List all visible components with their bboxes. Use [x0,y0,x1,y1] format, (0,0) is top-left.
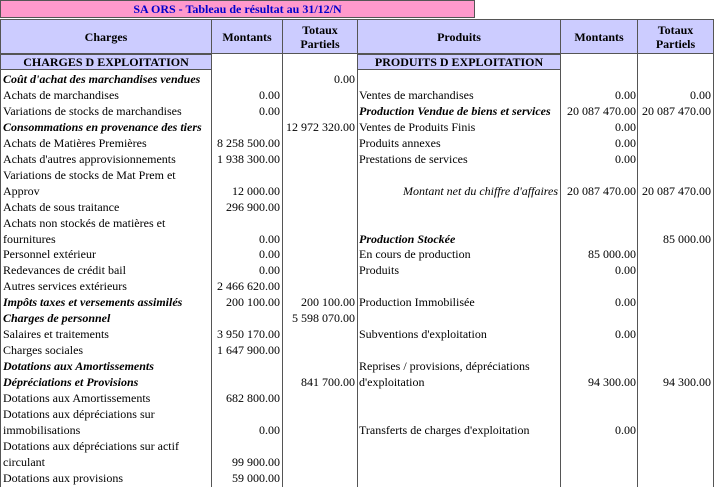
charge-label: circulant [3,454,45,469]
produit-label [359,278,558,294]
section-charges-exploitation: CHARGES D EXPLOITATION [0,54,212,70]
produit-montant: 20 087 470.00 [567,183,636,198]
table-row [0,374,714,390]
charge-montant [212,310,280,326]
charge-montant [212,358,280,374]
charge-montant: 682 800.00 [226,391,280,405]
table-row [0,151,714,167]
produit-montant: 0.00 [615,327,636,342]
produit-montant [562,231,636,247]
charge-montant: 0.00 [259,87,280,102]
charge-montant [212,374,280,390]
produit-label [359,390,558,406]
charge-montant [212,119,280,135]
charge-label: Consommations en provenance des tiers [3,119,202,134]
table-row [0,422,714,438]
charge-montant: 0.00 [259,263,280,278]
charge-label: Charges sociales [3,343,84,358]
produit-montant [562,358,636,374]
table-row [0,87,714,103]
produit-montant [562,310,636,326]
produit-total [639,199,711,215]
produit-montant [562,71,636,87]
header-totaux-produits: Totaux Partiels [637,19,714,54]
charge-total [283,103,355,119]
produit-montant [562,215,636,231]
produit-total [639,470,711,486]
produit-montant [562,167,636,183]
table-row [0,438,714,454]
produit-montant [562,470,636,486]
charge-total [283,183,355,199]
produit-total [639,310,711,326]
produit-label: Produits annexes [359,135,441,150]
charge-montant: 3 950 170.00 [217,327,280,342]
charge-total [283,151,355,167]
charge-total [283,342,355,358]
charge-label: Dotations aux Amortissements [3,359,154,374]
produit-total [639,454,711,470]
produit-montant [562,199,636,215]
produit-montant: 0.00 [615,295,636,310]
table-row [0,231,714,247]
table-row [0,199,714,215]
produit-total [639,438,711,454]
charge-total [283,390,355,406]
produit-montant: 85 000.00 [588,247,636,262]
charge-total [283,167,355,183]
charge-montant [212,438,280,454]
charge-montant: 99 900.00 [232,454,280,469]
produit-label [359,71,558,87]
produit-label: Montant net du chiffre d'affaires [403,183,558,198]
produit-label: Produits [359,263,400,278]
charge-total [283,262,355,278]
charge-total [283,135,355,151]
charge-total [283,438,355,454]
produit-montant: 0.00 [615,87,636,102]
table-row [0,454,714,470]
charge-total [283,326,355,342]
charge-montant: 0.00 [259,231,280,246]
charge-montant: 1 647 900.00 [217,343,280,358]
charge-montant [212,71,280,87]
charge-label: Approv [3,183,40,198]
charge-total [283,246,355,262]
produit-total [639,246,711,262]
charge-total: 0.00 [334,72,355,86]
produit-montant: 0.00 [615,119,636,134]
charge-label: Dotations aux provisions [3,470,123,485]
charge-total [283,278,355,294]
charge-label: Dotations aux dépréciations sur actif [3,438,179,453]
charge-montant: 0.00 [259,422,280,437]
produit-montant [562,454,636,470]
charge-label: Achats non stockés de matières et [3,215,166,230]
header-charges: Charges [0,19,212,54]
produit-total [639,135,711,151]
produit-montant: 0.00 [615,135,636,150]
charge-montant: 1 938 300.00 [217,151,280,166]
produit-label [359,406,558,422]
table-row [0,406,714,422]
charge-total: 200 100.00 [301,295,355,310]
table-title: SA ORS - Tableau de résultat au 31/12/N [0,0,475,18]
charge-label: Charges de personnel [3,311,111,326]
charge-label: Variations de stocks de Mat Prem et [3,167,176,182]
table-row [0,135,714,151]
produit-label: Reprises / provisions, dépréciations [359,359,530,374]
table-row [0,119,714,135]
charge-montant: 59 000.00 [232,470,280,485]
produit-total [639,151,711,167]
charge-montant: 0.00 [259,103,280,118]
charge-montant [212,167,280,183]
header-totaux-partiels: Totaux Partiels [282,19,358,54]
charge-label: immobilisations [3,422,81,437]
produit-label: Production Vendue de biens et services [359,103,551,118]
charge-total [283,422,355,438]
charge-label: fournitures [3,231,56,246]
table-row [0,278,714,294]
produit-total [639,278,711,294]
table-row [0,167,714,183]
table-row [0,103,714,119]
charge-label: Achats de marchandises [3,87,119,102]
charge-label: Coût d'achat des marchandises vendues [3,72,201,86]
produit-total [639,262,711,278]
charge-total [283,406,355,422]
produit-total [639,406,711,422]
produit-label: En cours de production [359,247,471,262]
produit-montant [562,342,636,358]
charge-montant: 2 466 620.00 [217,279,280,294]
charge-label: Achats de sous traitance [3,199,120,214]
charge-label: Dépréciations et Provisions [3,375,139,390]
charge-label: Redevances de crédit bail [3,263,126,278]
charge-label: Dotations aux dépréciations sur [3,406,155,421]
produit-montant: 0.00 [615,151,636,166]
charge-montant: 200 100.00 [226,295,280,310]
produit-label [359,470,558,486]
produit-montant: 0.00 [615,422,636,437]
produit-label: Prestations de services [359,151,468,166]
produit-total: 20 087 470.00 [642,103,711,118]
produit-label: Ventes de marchandises [359,87,474,102]
charge-total [283,470,355,486]
produit-label [359,438,558,454]
produit-total [639,390,711,406]
produit-total: 85 000.00 [663,231,711,246]
produit-label: d'exploitation [359,375,425,390]
produit-label: Ventes de Produits Finis [359,119,476,134]
produit-total: 94 300.00 [663,375,711,390]
charge-montant: 8 258 500.00 [217,135,280,150]
produit-label [359,199,558,215]
charge-montant: 0.00 [259,247,280,262]
charge-label: Achats de Matières Premières [3,135,147,150]
produit-montant [562,438,636,454]
charge-total [283,454,355,470]
table-row [0,183,714,199]
produit-label: Production Stockée [359,231,456,246]
charge-label: Dotations aux Amortissements [3,391,151,405]
produit-total [639,71,711,87]
produit-label [359,167,558,183]
charge-label: Autres services extérieurs [3,279,127,294]
produit-montant [562,406,636,422]
charge-total: 841 700.00 [301,375,355,390]
produit-total [639,215,711,231]
produit-label: Production Immobilisée [359,295,475,310]
produit-montant: 94 300.00 [588,375,636,390]
produit-label [359,342,558,358]
table-row [0,326,714,342]
produit-montant: 0.00 [615,263,636,278]
table-row [0,470,714,486]
table-row [0,294,714,310]
charge-label: Impôts taxes et versements assimilés [3,295,183,310]
charge-total: 5 598 070.00 [292,311,355,326]
charge-total [283,231,355,247]
charge-label: Personnel extérieur [3,247,96,262]
produit-total [639,358,711,374]
produit-total [639,422,711,438]
charge-montant [212,406,280,422]
table-row [0,358,714,374]
produit-label: Subventions d'exploitation [359,327,487,342]
section-produits-exploitation: PRODUITS D EXPLOITATION [357,54,561,70]
table-row [0,310,714,326]
charge-montant [212,215,280,231]
charge-label: Achats d'autres approvisionnements [3,151,176,166]
produit-label: Transferts de charges d'exploitation [359,422,530,437]
header-montants-produits: Montants [560,19,638,54]
produit-label [359,454,558,470]
table-row [0,262,714,278]
produit-montant: 20 087 470.00 [567,103,636,118]
produit-total [639,167,711,183]
produit-total [639,326,711,342]
charge-total [283,358,355,374]
produit-montant [562,278,636,294]
header-produits: Produits [357,19,561,54]
table-row [0,342,714,358]
charge-total [283,199,355,215]
charge-total [283,215,355,231]
produit-montant [562,390,636,406]
produit-label [359,310,558,326]
produit-total: 20 087 470.00 [642,183,711,198]
charge-total [283,87,355,103]
charge-montant: 12 000.00 [232,183,280,198]
table-row [0,246,714,262]
charge-montant: 296 900.00 [226,199,280,214]
table-row [0,71,714,87]
table-row [0,215,714,231]
produit-total [639,119,711,135]
table-row [0,390,714,406]
header-montants: Montants [211,19,283,54]
charge-total: 12 972 320.00 [286,119,355,134]
charge-label: Variations de stocks de marchandises [3,103,182,118]
produit-total [639,294,711,310]
produit-total: 0.00 [690,87,711,102]
charge-label: Salaires et traitements [3,327,109,342]
produit-total [639,342,711,358]
produit-label [359,215,558,231]
